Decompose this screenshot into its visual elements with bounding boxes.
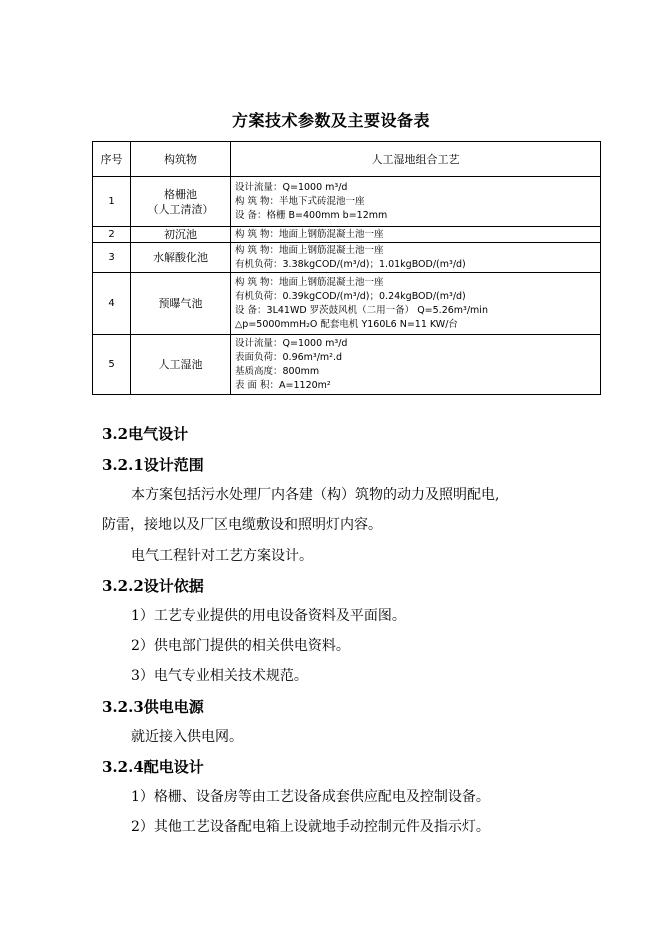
table-row bbox=[93, 243, 601, 273]
paragraph-scope-line1: 本方案包括污水处理厂内各建（构）筑物的动力及照明配电, bbox=[131, 487, 500, 503]
process-line: 构 筑 物：地面上钢筋混凝土池一座 bbox=[235, 228, 384, 240]
structure-note: （人工清渣） bbox=[147, 202, 214, 216]
process-line: 基质高度：800mm bbox=[235, 365, 320, 377]
row-no: 3 bbox=[93, 243, 131, 273]
table-row bbox=[93, 273, 601, 335]
row-process bbox=[231, 273, 601, 335]
section-heading-3-2-3: 3.2.3供电电源 bbox=[102, 698, 204, 716]
process-line: 构 筑 物：半地下式砖混池一座 bbox=[235, 195, 365, 207]
row-process bbox=[231, 243, 601, 273]
section-heading-3-2: 3.2电气设计 bbox=[102, 425, 189, 443]
row-no: 2 bbox=[93, 227, 131, 243]
process-line: 构 筑 物：地面上钢筋混凝土池一座 bbox=[235, 244, 384, 256]
header-no: 序号 bbox=[93, 142, 131, 177]
structure-name: 人工湿池 bbox=[158, 358, 203, 371]
process-line: 设计流量：Q=1000 m³/d bbox=[235, 181, 348, 193]
row-structure bbox=[131, 227, 231, 243]
structure-name: 水解酸化池 bbox=[153, 251, 208, 264]
row-structure bbox=[131, 335, 231, 395]
process-line: 表面负荷：0.96m³/m².d bbox=[235, 351, 343, 363]
row-no: 1 bbox=[93, 177, 131, 227]
list-item: 1）工艺专业提供的用电设备资料及平面图。 bbox=[131, 608, 406, 624]
table-row bbox=[93, 335, 601, 395]
structure-name: 初沉池 bbox=[164, 228, 197, 241]
section-heading-3-2-4: 3.2.4配电设计 bbox=[102, 758, 204, 776]
header-structure: 构筑物 bbox=[131, 142, 231, 177]
row-process bbox=[231, 335, 601, 395]
process-line: 设 备：格栅 B=400mm b=12mm bbox=[235, 209, 388, 221]
section-heading-3-2-2: 3.2.2设计依据 bbox=[102, 577, 204, 595]
header-process: 人工湿地组合工艺 bbox=[231, 142, 601, 177]
row-no: 5 bbox=[93, 335, 131, 395]
table-row bbox=[93, 177, 601, 227]
paragraph-power-source: 就近接入供电网。 bbox=[131, 729, 243, 745]
list-item: 2）供电部门提供的相关供电资料。 bbox=[131, 638, 350, 654]
row-structure bbox=[131, 273, 231, 335]
process-line: 设 备：3L41WD 罗茨鼓风机（二用一备） Q=5.26m³/min bbox=[235, 304, 488, 316]
row-no: 4 bbox=[93, 273, 131, 335]
paragraph-scope-line2: 防雷，接地以及厂区电缆敷设和照明灯内容。 bbox=[102, 517, 382, 533]
list-item: 3）电气专业相关技术规范。 bbox=[131, 668, 308, 684]
paragraph-design-note: 电气工程针对工艺方案设计。 bbox=[131, 548, 313, 564]
process-line: 有机负荷：0.39kgCOD/(m³/d)；0.24kgBOD/(m³/d) bbox=[235, 290, 466, 302]
process-line: 表 面 积：A=1120m² bbox=[235, 379, 331, 391]
structure-name: 格栅池 bbox=[164, 187, 197, 201]
row-process bbox=[231, 227, 601, 243]
table-header-row bbox=[93, 142, 601, 177]
process-line: 有机负荷：3.38kgCOD/(m³/d)；1.01kgBOD/(m³/d) bbox=[235, 258, 466, 270]
row-structure bbox=[131, 243, 231, 273]
process-line: 构 筑 物：地面上钢筋混凝土池一座 bbox=[235, 276, 384, 288]
list-item: 2）其他工艺设备配电箱上设就地手动控制元件及指示灯。 bbox=[131, 819, 490, 835]
row-process bbox=[231, 177, 601, 227]
process-line: △p=5000mmH₂O 配套电机 Y160L6 N=11 KW/台 bbox=[235, 318, 458, 330]
list-item: 1）格栅、设备房等由工艺设备成套供应配电及控制设备。 bbox=[131, 789, 490, 805]
table-row bbox=[93, 227, 601, 243]
process-line: 设计流量：Q=1000 m³/d bbox=[235, 337, 348, 349]
row-structure bbox=[131, 177, 231, 227]
page-title: 方案技术参数及主要设备表 bbox=[231, 111, 430, 130]
equipment-table bbox=[92, 141, 601, 395]
structure-name: 预曝气池 bbox=[158, 297, 203, 310]
section-heading-3-2-1: 3.2.1设计范围 bbox=[102, 456, 204, 474]
